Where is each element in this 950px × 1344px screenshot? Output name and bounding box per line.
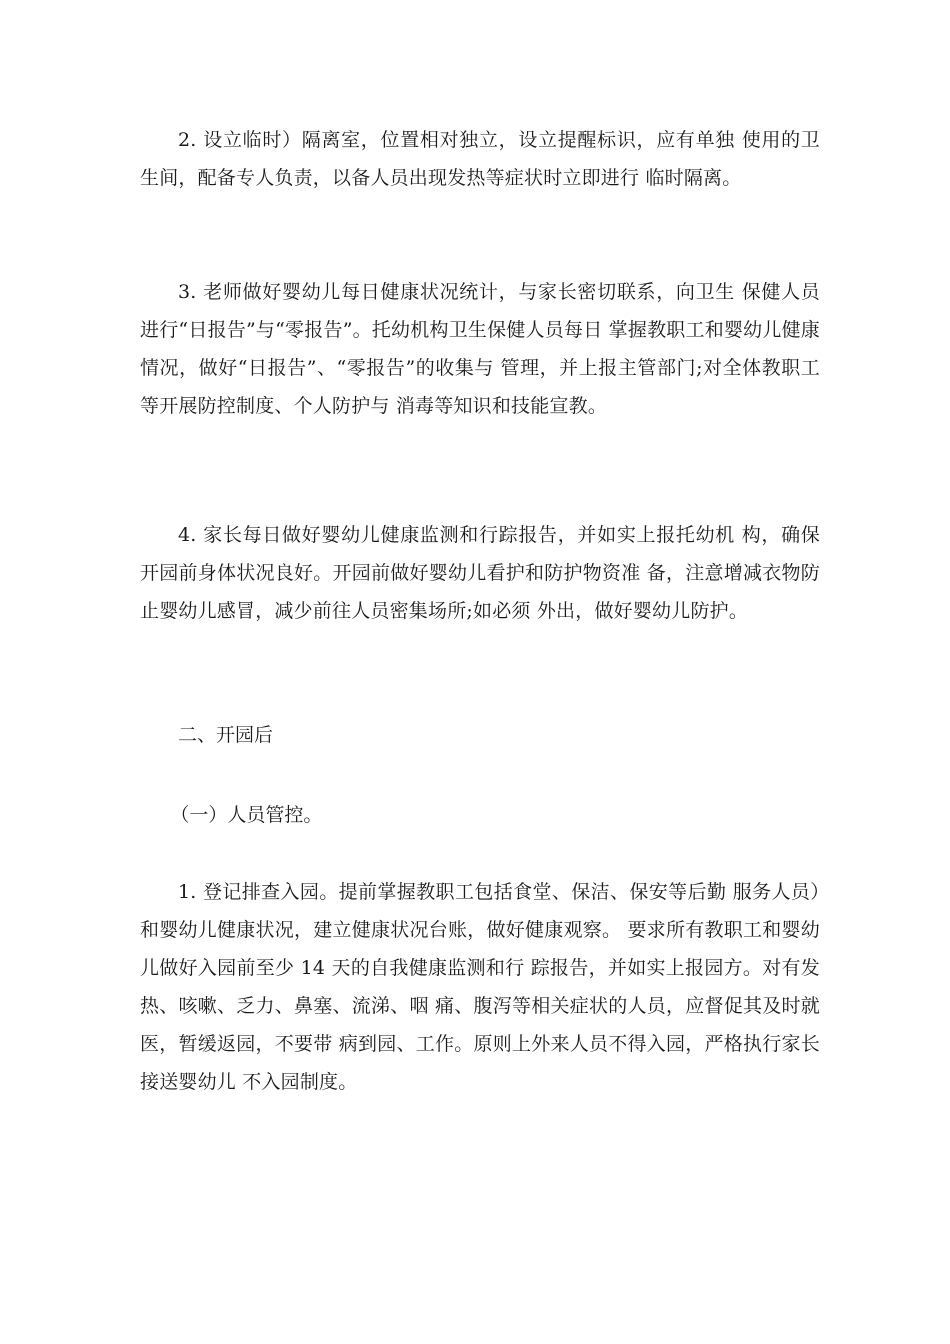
subsection-heading-personnel-control: （一）人员管控。	[170, 804, 323, 826]
paragraph-registration-screening: 1. 登记排查入园。提前掌握教职工包括食堂、保洁、保安等后勤 服务人员）和婴幼儿健康状况，建立健康状况台账，做好健康观察。 要求所有教职工和婴幼儿做好入园前至少 14 天的自我健康监测和行 踪报告，并如实上报园方。对有发热、咳嗽、乏力、鼻塞、流涕、咽 痛、腹泻等相关症状的人员，应督促其及时就医，暂缓返园，不要带 病到园、工作。原则上外来人员不得入园，严格执行家长接送婴幼儿 不入园制度。	[140, 881, 820, 1093]
section-heading-after-opening: 二、开园后	[178, 724, 274, 746]
paragraph-daily-report: 3. 老师做好婴幼儿每日健康状况统计，与家长密切联系，向卫生 保健人员进行“日报告”与“零报告”。托幼机构卫生保健人员每日 掌握教职工和婴幼儿健康情况，做好“日报告”、“零报告”的收集与 管理，并上报主管部门;对全体教职工等开展防控制度、个人防护与 消毒等知识和技能宣教。	[140, 281, 820, 417]
paragraph-parent-monitoring: 4. 家长每日做好婴幼儿健康监测和行踪报告，并如实上报托幼机 构，确保开园前身体状况良好。开园前做好婴幼儿看护和防护物资准 备，注意增减衣物防止婴幼儿感冒，减少前往人员密集场所;如必须 外出，做好婴幼儿防护。	[140, 524, 820, 622]
paragraph-isolation-room: 2. 设立临时）隔离室，位置相对独立，设立提醒标识，应有单独 使用的卫生间，配备专人负责，以备人员出现发热等症状时立即进行 临时隔离。	[140, 129, 820, 189]
